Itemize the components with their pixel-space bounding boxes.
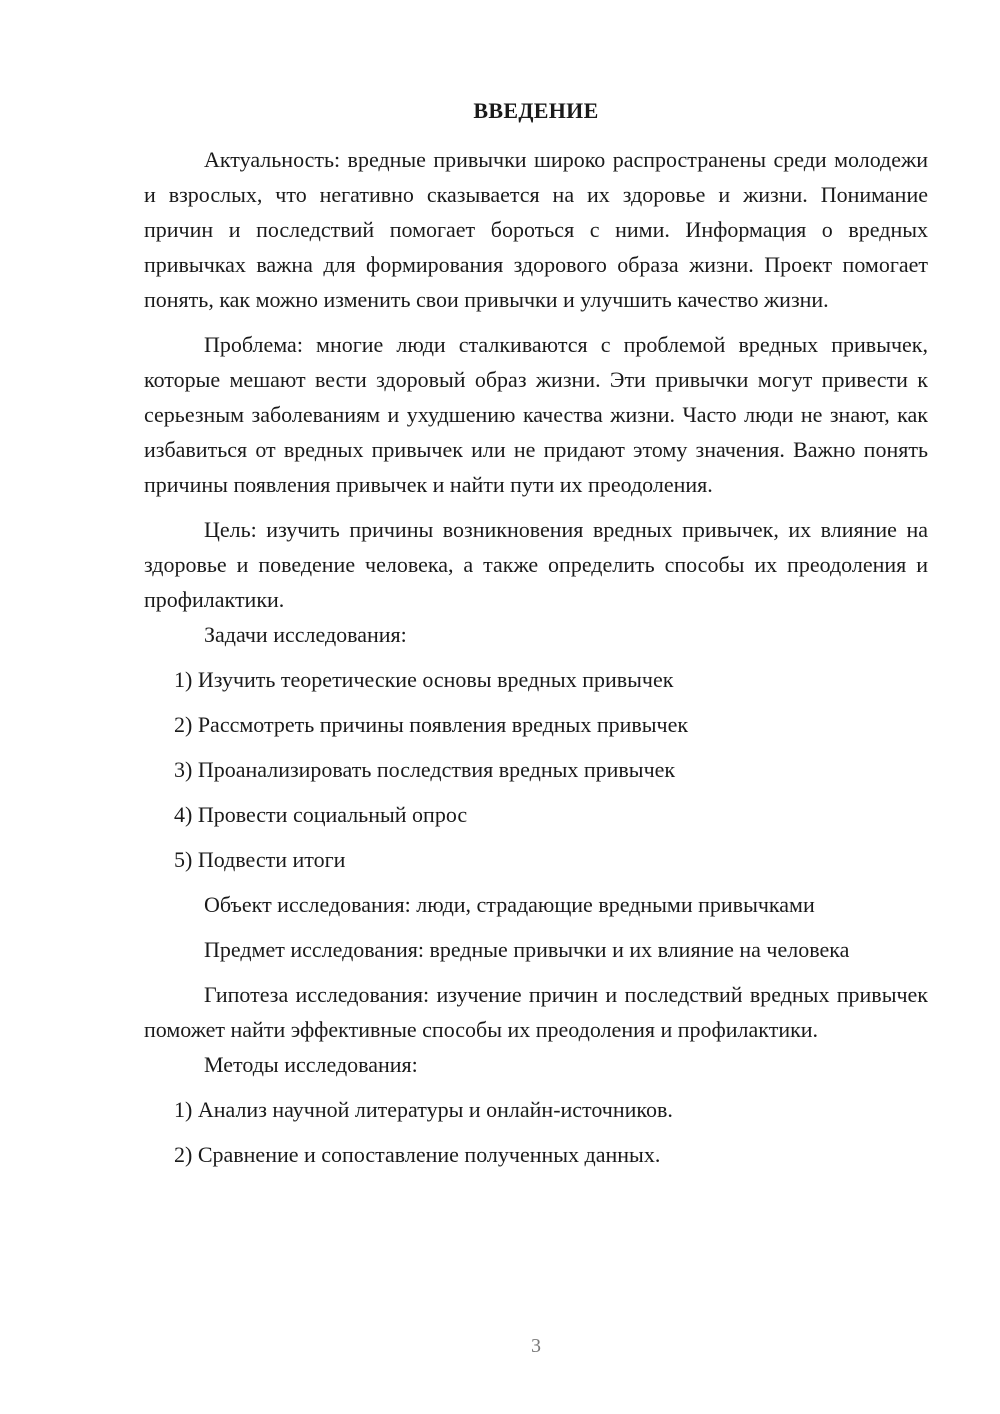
document-body bbox=[144, 142, 928, 1172]
method-item-1: 1) Анализ научной литературы и онлайн-источников. bbox=[174, 1097, 673, 1122]
tasks-heading: Задачи исследования: bbox=[204, 622, 407, 647]
paragraph-problem: Проблема: многие люди сталкиваются с проблемой вредных привычек, которые мешают вести здоровый образ жизни. Эти привычки могут привести к серьезным заболеваниям и ухудшению качества жизни. Часто люди не знают, как избавиться от вредных привычек или не придают этому значения. Важно понять причины появления привычек и найти пути их преодоления. bbox=[144, 332, 928, 497]
page-number: 3 bbox=[531, 1335, 541, 1357]
method-item-2: 2) Сравнение и сопоставление полученных данных. bbox=[174, 1142, 661, 1167]
task-item-4: 4) Провести социальный опрос bbox=[174, 802, 468, 827]
paragraph-subject: Предмет исследования: вредные привычки и их влияние на человека bbox=[204, 937, 850, 962]
task-item-1: 1) Изучить теоретические основы вредных привычек bbox=[174, 667, 674, 692]
task-item-3: 3) Проанализировать последствия вредных привычек bbox=[174, 757, 676, 782]
paragraph-hypothesis: Гипотеза исследования: изучение причин и последствий вредных привычек поможет найти эффективные способы их преодоления и профилактики. bbox=[144, 982, 928, 1042]
task-item-5: 5) Подвести итоги bbox=[174, 847, 346, 872]
paragraph-goal: Цель: изучить причины возникновения вредных привычек, их влияние на здоровье и поведение человека, а также определить способы их преодоления и профилактики. bbox=[144, 517, 928, 612]
task-item-2: 2) Рассмотреть причины появления вредных привычек bbox=[174, 712, 689, 737]
methods-heading: Методы исследования: bbox=[204, 1052, 418, 1077]
page-title: ВВЕДЕНИЕ bbox=[473, 98, 599, 123]
paragraph-relevance: Актуальность: вредные привычки широко распространены среди молодежи и взрослых, что негативно сказывается на их здоровье и жизни. Понимание причин и последствий помогает бороться с ними. Информация о вредных привычках важна для формирования здорового образа жизни. Проект помогает понять, как можно изменить свои привычки и улучшить качество жизни. bbox=[144, 147, 928, 312]
paragraph-object: Объект исследования: люди, страдающие вредными привычками bbox=[204, 892, 815, 917]
